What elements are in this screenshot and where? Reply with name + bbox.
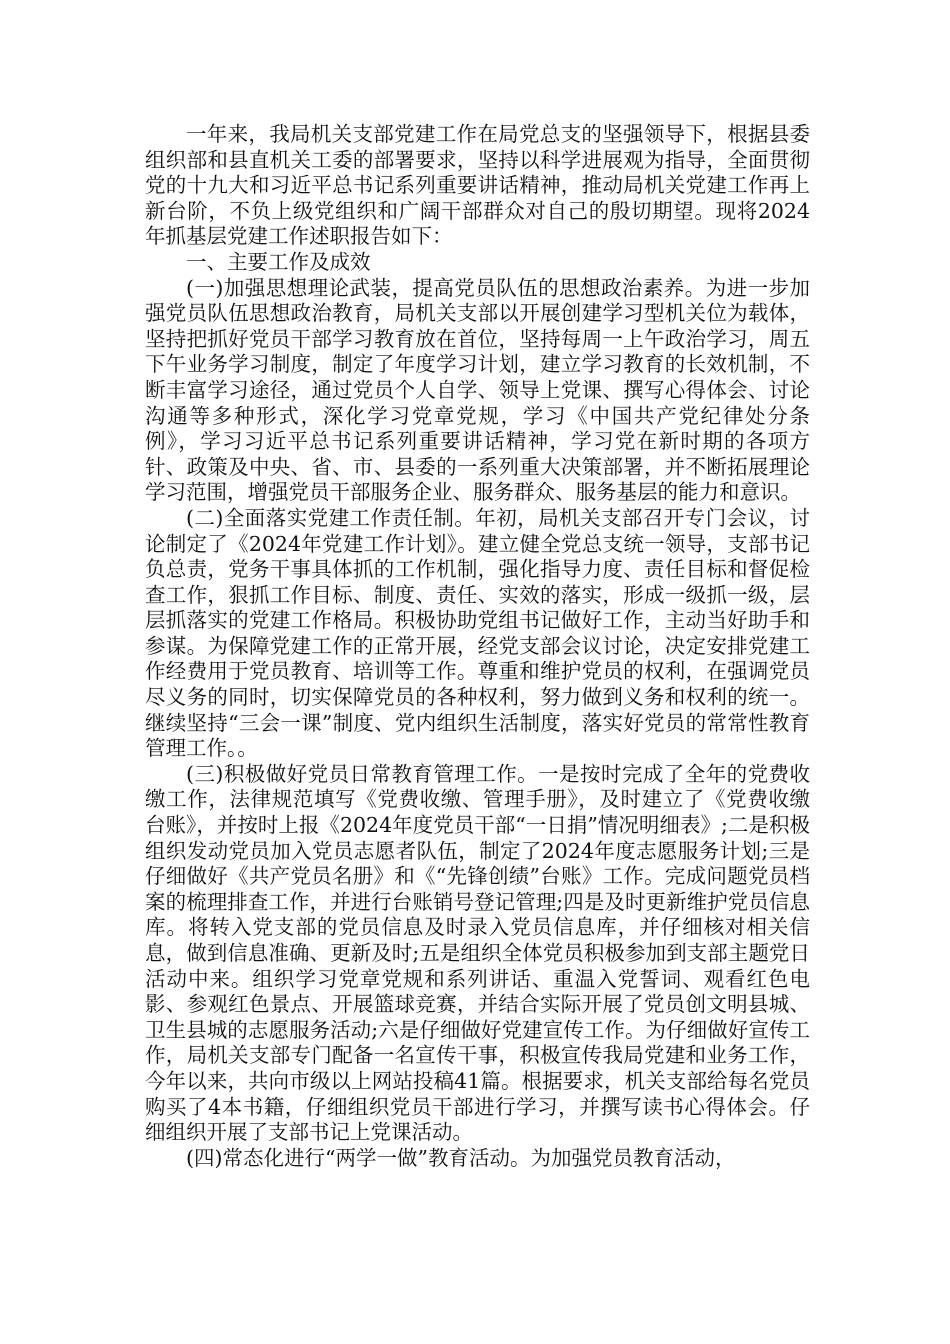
paragraph-4: (四)常态化进行“两学一做”教育活动。为加强党员教育活动， (186, 1145, 736, 1170)
document-page (145, 122, 810, 1171)
section-heading: 一、主要工作及成效 (186, 249, 371, 274)
paragraph-3: (三)积极做好党员日常教育管理工作。一是按时完成了全年的党费收缴工作，法律规范填写《党费收缴、管理手册》，及时建立了《党费收缴台账》，并按时上报《2024年度党员干部“一日捐”情况明细表》;二是积极组织发动党员加入党员志愿者队伍，制定了2024年度志愿服务计划;三是仔细做好《共产党员名册》和《“先锋创绩”台账》工作。完成问题党员档案的梳理排查工作，并进行台账销号登记管理;四是及时更新维护党员信息库。将转入党支部的党员信息及时录入党员信息库，并仔细核对相关信息，做到信息准确、更新及时;五是组织全体党员积极参加到支部主题党日活动中来。组织学习党章党规和系列讲话、重温入党誓词、观看红色电影、参观红色景点、开展篮球竞赛，并结合实际开展了党员创文明县城、卫生县城的志愿服务活动;六是仔细做好党建宣传工作。为仔细做好宣传工作，局机关支部专门配备一名宣传干事，积极宣传我局党建和业务工作，今年以来，共向市级以上网站投稿41篇。根据要求，机关支部给每名党员购买了4本书籍，仔细组织党员干部进行学习，并撰写读书心得体会。仔细组织开展了支部书记上党课活动。 (145, 761, 810, 1145)
intro-paragraph: 一年来，我局机关支部党建工作在局党总支的坚强领导下，根据县委组织部和县直机关工委的部署要求，坚持以科学进展观为指导，全面贯彻党的十九大和习近平总书记系列重要讲话精神，推动局机关党建工作再上新台阶，不负上级党组织和广阔干部群众对自己的殷切期望。现将2024年抓基层党建工作述职报告如下： (145, 122, 810, 249)
paragraph-2: (二)全面落实党建工作责任制。年初，局机关支部召开专门会议，讨论制定了《2024年党建工作计划》。建立健全党总支统一领导，支部书记负总责，党务干事具体抓的工作机制，强化指导力度、责任目标和督促检查工作，狠抓工作目标、制度、责任、实效的落实，形成一级抓一级，层层抓落实的党建工作格局。积极协助党组书记做好工作，主动当好助手和参谋。为保障党建工作的正常开展，经党支部会议讨论，决定安排党建工作经费用于党员教育、培训等工作。尊重和维护党员的权利，在强调党员尽义务的同时，切实保障党员的各种权利，努力做到义务和权利的统一。继续坚持“三会一课”制度、党内组织生活制度，落实好党员的常常性教育管理工作。。 (145, 505, 810, 761)
paragraph-1: (一)加强思想理论武装，提高党员队伍的思想政治素养。为进一步加强党员队伍思想政治教育，局机关支部以开展创建学习型机关位为载体，坚持把抓好党员干部学习教育放在首位，坚持每周一上午政治学习，周五下午业务学习制度，制定了年度学习计划，建立学习教育的长效机制，不断丰富学习途径，通过党员个人自学、领导上党课、撰写心得体会、讨论沟通等多种形式，深化学习党章党规，学习《中国共产党纪律处分条例》，学习习近平总书记系列重要讲话精神，学习党在新时期的各项方针、政策及中央、省、市、县委的一系列重大决策部署，并不断拓展理论学习范围，增强党员干部服务企业、服务群众、服务基层的能力和意识。 (145, 275, 810, 505)
